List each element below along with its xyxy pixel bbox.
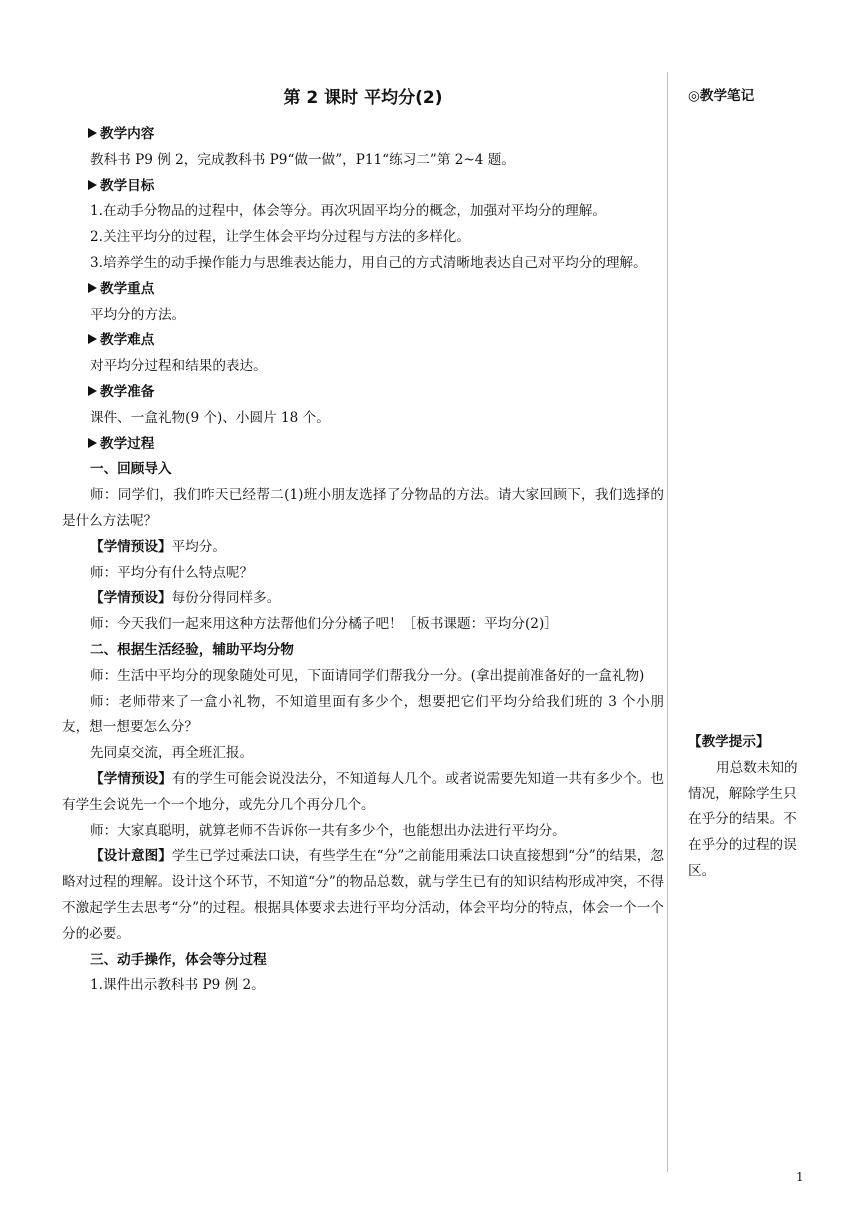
lesson-plan-body <box>62 86 664 999</box>
triangle-bullet-icon <box>88 128 97 138</box>
paragraph: 师：今天我们一起来用这种方法帮他们分分橘子吧！［板书课题：平均分(2)］ <box>90 616 558 633</box>
difficulty-text: 对平均分过程和结果的表达。 <box>90 358 267 375</box>
section-heading: 二、根据生活经验，辅助平均分物 <box>90 641 294 658</box>
paragraph: 师：平均分有什么特点呢？ <box>90 564 254 581</box>
teaching-tip <box>688 730 798 885</box>
triangle-bullet-icon <box>88 180 97 190</box>
section-heading: 三、动手操作，体会等分过程 <box>90 951 267 968</box>
triangle-bullet-icon <box>88 438 97 448</box>
preset-label: 【学情预设】 <box>90 770 173 787</box>
paragraph: 师：同学们，我们昨天已经帮二(1)班小朋友选择了分物品的方法。请大家回顾下，我们选择的是什么方法呢？ <box>62 487 664 529</box>
preset-label: 【学情预设】 <box>90 538 172 555</box>
paragraph-text: 每份分得同样多。 <box>171 590 281 607</box>
heading-content <box>62 122 664 148</box>
heading-label: 教学准备 <box>100 383 155 400</box>
page-title: 第 2 课时 平均分(2) <box>283 88 443 108</box>
content-text: 教科书 P9 例 2，完成教科书 P9“做一做”，P11“练习二”第 2~4 题。 <box>90 151 515 168</box>
paragraph-text: 学生已学过乘法口诀，有些学生在“分”之前能用乘法口诀直接想到“分”的结果，忽略对过程的理解。设计这个环节，不知道“分”的物品总数，就与学生已有的知识结构形成冲突，不得不激起学生去思考“分”的过程。根据具体要求去进行平均分活动，体会平均分的特点，体会一个一个分的必要。 <box>62 848 665 942</box>
triangle-bullet-icon <box>88 283 97 293</box>
heading-label: 教学过程 <box>100 435 155 452</box>
triangle-bullet-icon <box>88 334 97 344</box>
paragraph-text: 平均分。 <box>171 538 226 555</box>
notes-title: ◎教学笔记 <box>688 88 755 104</box>
paragraph <box>62 535 664 561</box>
goal-item: 2.关注平均分的过程，让学生体会平均分过程与方法的多样化。 <box>90 229 470 246</box>
triangle-bullet-icon <box>88 386 97 396</box>
paragraph-text: 有的学生可能会说没法分，不知道每人几个。或者说需要先知道一共有多少个。也有学生会说先一个一个地分，或先分几个再分几个。 <box>62 770 665 813</box>
paragraph: 师：老师带来了一盒小礼物，不知道里面有多少个，想要把它们平均分给我们班的 3 个小朋友，想一想要怎么分？ <box>62 693 664 736</box>
paragraph: 先同桌交流，再全班汇报。 <box>90 745 254 762</box>
section-heading: 一、回顾导入 <box>90 461 172 478</box>
paragraph: 1.课件出示教科书 P9 例 2。 <box>90 977 265 994</box>
key-point-text: 平均分的方法。 <box>90 306 186 323</box>
heading-difficulty <box>62 328 664 354</box>
paragraph: 师：生活中平均分的现象随处可见，下面请同学们帮我分一分。(拿出提前准备好的一盒礼物) <box>90 667 645 684</box>
heading-label: 教学内容 <box>100 126 155 142</box>
heading-key-point <box>62 277 664 303</box>
notes-column <box>688 84 798 110</box>
preset-label: 【学情预设】 <box>90 590 172 607</box>
heading-label: 教学重点 <box>100 280 155 297</box>
heading-goals <box>62 174 664 200</box>
tip-text: 用总数未知的情况，解除学生只在乎分的结果。不在乎分的过程的误区。 <box>688 759 798 879</box>
paragraph <box>62 844 664 947</box>
column-divider <box>667 72 668 1172</box>
goal-item: 3.培养学生的动手操作能力与思维表达能力，用自己的方式清晰地表达自己对平均分的理解。 <box>90 254 647 271</box>
paragraph <box>62 767 664 819</box>
heading-process <box>62 432 664 458</box>
preparation-text: 课件、一盒礼物(9 个)、小圆片 18 个。 <box>90 409 330 426</box>
heading-label: 教学目标 <box>100 177 155 194</box>
page-number: 1 <box>796 1170 804 1184</box>
design-intent-label: 【设计意图】 <box>90 848 172 865</box>
heading-preparation <box>62 380 664 406</box>
goal-item: 1.在动手分物品的过程中，体会等分。再次巩固平均分的概念，加强对平均分的理解。 <box>90 203 606 220</box>
paragraph: 师：大家真聪明，就算老师不告诉你一共有多少个，也能想出办法进行平均分。 <box>90 822 566 839</box>
paragraph <box>62 586 664 612</box>
tip-title: 【教学提示】 <box>688 734 770 750</box>
heading-label: 教学难点 <box>100 332 155 349</box>
